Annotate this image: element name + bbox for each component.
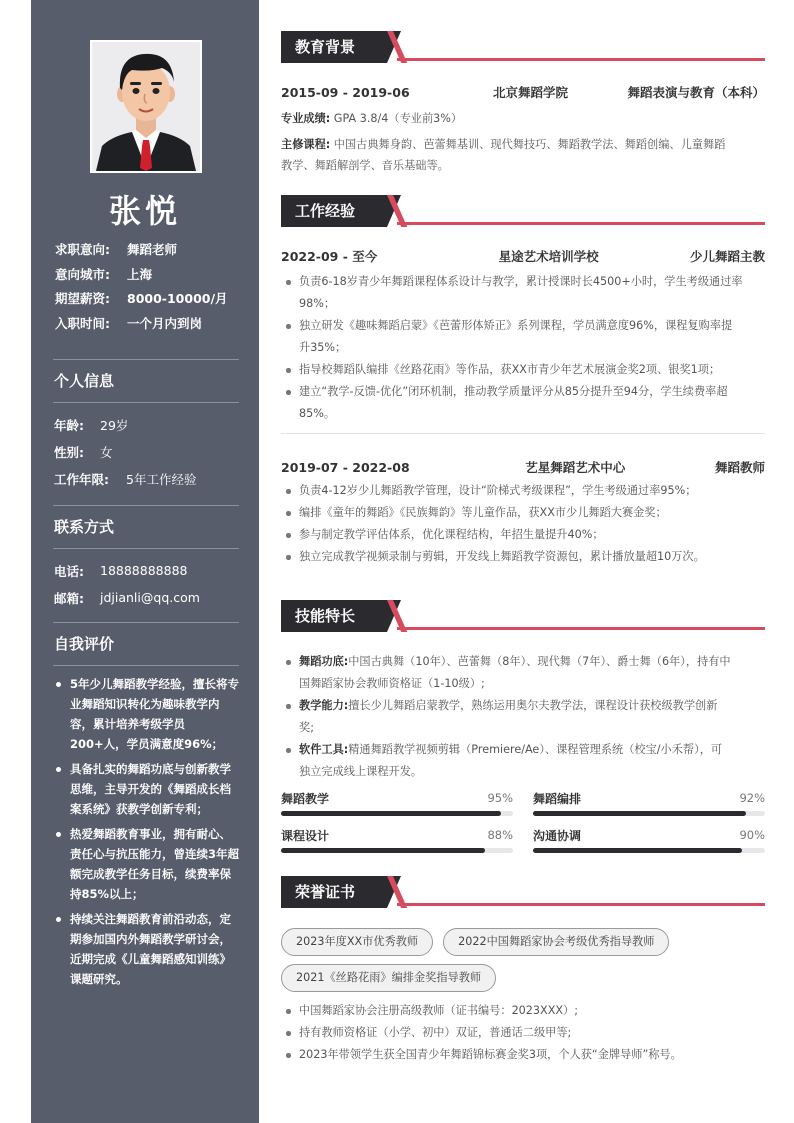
candidate-name: 张悦 — [108, 192, 181, 230]
info-value: 29岁 — [100, 417, 129, 433]
job-period: 2022-09 - 至今 — [281, 249, 378, 264]
skill-percent: 88% — [487, 828, 513, 842]
education-header — [281, 31, 765, 63]
self-evaluation-section — [53, 622, 239, 994]
list-item — [281, 480, 765, 502]
avatar — [90, 40, 202, 173]
intent-value: 上海 — [127, 266, 153, 282]
skill-label: 教学能力: — [299, 699, 349, 712]
honor-badge: 2021《丝路花雨》编排金奖指导教师 — [281, 964, 496, 992]
list-item — [281, 502, 765, 524]
phone-value: 18888888888 — [100, 563, 188, 578]
duty-text: 参与制定教学评估体系，优化课程结构，年招生量提升40%； — [299, 528, 604, 541]
info-label: 年龄: — [54, 417, 84, 433]
job-block-2 — [281, 457, 765, 568]
skill-text-cont: 国舞蹈家协会教师资格证（1-10级）; — [299, 677, 485, 690]
school-name: 北京舞蹈学院 — [493, 85, 569, 100]
intent-row-position — [55, 237, 245, 262]
honors-block — [281, 928, 765, 1066]
honor-badge: 2022中国舞蹈家协会考级优秀指导教师 — [443, 928, 669, 956]
skills-block — [281, 651, 765, 853]
skill-bar — [281, 826, 513, 853]
skill-percent: 90% — [739, 828, 765, 842]
skill-fill — [533, 811, 746, 816]
work-header — [281, 195, 765, 227]
courses-label: 主修课程: — [281, 138, 331, 151]
list-item — [281, 695, 765, 739]
self-evaluation-list — [53, 674, 239, 989]
list-item — [281, 524, 765, 546]
intent-row-salary — [55, 286, 245, 311]
contact-row-phone — [53, 557, 239, 584]
info-row-age — [53, 411, 239, 438]
intent-row-city — [55, 262, 245, 287]
list-item: 持有教师资格证（小学、初中）双证，普通话二级甲等; — [281, 1022, 765, 1044]
list-item: 持续关注舞蹈教育前沿动态，定期参加国内外舞蹈教学研讨会，近期完成《儿童舞蹈感知训练》课题研究。 — [53, 909, 239, 989]
skill-name: 舞蹈教学 — [281, 791, 330, 806]
duty-text: 独立研发《趣味舞蹈启蒙》《芭蕾形体矫正》系列课程，学员满意度96%，课程复购率提 — [299, 319, 733, 332]
duty-text-cont: 升35%； — [299, 341, 347, 354]
job-duties-list — [281, 271, 765, 425]
job-head — [281, 246, 765, 266]
skill-track — [281, 848, 513, 853]
honors-list — [281, 1000, 765, 1066]
skill-text-cont: 独立完成线上课程开发。 — [299, 765, 423, 778]
duty-text: 负责6-18岁青少年舞蹈课程体系设计与教学，累计授课时长4500+小时，学生考级通过率 — [299, 275, 743, 288]
contact-label: 邮箱: — [54, 590, 84, 606]
list-item: 具备扎实的舞蹈功底与创新教学思维，主导开发的《舞蹈成长档案系统》获教学创新专利； — [53, 759, 239, 819]
portrait-illustration — [92, 42, 200, 171]
skill-bars — [281, 789, 765, 853]
skill-track — [533, 811, 765, 816]
skill-name: 沟通协调 — [533, 828, 582, 843]
education-block — [281, 82, 765, 176]
skill-text-cont: 奖; — [299, 721, 314, 734]
list-item — [281, 271, 765, 315]
company-name: 星途艺术培训学校 — [498, 249, 599, 264]
info-value: 5年工作经验 — [126, 471, 197, 487]
skill-track — [281, 811, 513, 816]
skill-percent: 95% — [487, 791, 513, 805]
info-label: 性别: — [54, 444, 84, 460]
honor-badge: 2023年度XX市优秀教师 — [281, 928, 433, 956]
honors-header — [281, 876, 765, 908]
skills-list — [281, 651, 765, 783]
section-title: 个人信息 — [54, 372, 115, 390]
header-rule — [397, 58, 765, 61]
skill-fill — [281, 811, 501, 816]
skill-fill — [533, 848, 742, 853]
skills-header — [281, 600, 765, 632]
job-block-1 — [281, 246, 765, 434]
list-item: 中国舞蹈家协会注册高级教师（证书编号：2023XXX）; — [281, 1000, 765, 1022]
info-row-gender — [53, 438, 239, 465]
skill-track — [533, 848, 765, 853]
section-title: 教育背景 — [281, 31, 387, 63]
section-divider — [53, 665, 239, 666]
intent-row-start — [55, 311, 245, 336]
header-rule — [397, 222, 765, 225]
duty-text: 负责4-12岁少儿舞蹈教学管理，设计“阶梯式考级课程”，学生考级通过率95%； — [299, 484, 697, 497]
education-period: 2015-09 - 2019-06 — [281, 84, 410, 100]
courses-value: 中国古典舞身韵、芭蕾舞基训、现代舞技巧、舞蹈教学法、舞蹈创编、儿童舞蹈 — [333, 138, 726, 151]
intent-label: 求职意向: — [55, 242, 110, 258]
skill-name: 课程设计 — [281, 828, 330, 843]
section-title: 荣誉证书 — [281, 876, 387, 908]
skill-bar — [533, 789, 765, 816]
job-role: 少儿舞蹈主教 — [689, 249, 765, 264]
list-item — [281, 546, 765, 568]
major-name: 舞蹈表演与教育（本科） — [627, 85, 765, 100]
intent-value: 8000-10000/月 — [127, 291, 228, 307]
list-item: 2023年带领学生获全国青少年舞蹈锦标赛金奖3项，个人获“金牌导师”称号。 — [281, 1044, 765, 1066]
job-duties-list — [281, 480, 765, 568]
contact-label: 电话: — [54, 563, 84, 579]
list-item — [281, 381, 765, 425]
personal-info-section — [53, 359, 239, 492]
intent-label: 意向城市: — [55, 266, 110, 282]
courses-line — [281, 134, 765, 155]
section-title: 工作经验 — [281, 195, 387, 227]
list-item — [281, 739, 765, 783]
skill-text: 精通舞蹈教学视频剪辑（Premiere/Ae）、课程管理系统（校宝/小禾帮），可 — [348, 743, 723, 756]
info-value: 女 — [100, 444, 113, 460]
email-value: jdjianli@qq.com — [100, 590, 200, 605]
section-title: 自我评价 — [54, 635, 115, 653]
section-divider — [53, 548, 239, 549]
intent-value: 一个月内到岗 — [127, 315, 203, 331]
duty-text: 独立完成教学视频录制与剪辑，开发线上舞蹈教学资源包，累计播放量超10万次。 — [299, 550, 705, 563]
job-head — [281, 457, 765, 477]
list-item: 5年少儿舞蹈教学经验，擅长将专业舞蹈知识转化为趣味教学内容，累计培养考级学员200+人，学员满意度96%； — [53, 674, 239, 754]
section-title: 技能特长 — [281, 600, 387, 632]
job-separator — [281, 433, 765, 434]
job-role: 舞蹈教师 — [714, 460, 765, 475]
intent-value: 舞蹈老师 — [127, 242, 178, 258]
list-item: 热爱舞蹈教育事业，拥有耐心、责任心与抗压能力，曾连续3年超额完成教学任务目标，续费率保持85%以上； — [53, 824, 239, 904]
skill-name: 舞蹈编排 — [533, 791, 582, 806]
sidebar — [31, 0, 259, 1123]
intent-label: 期望薪资: — [55, 291, 110, 307]
contact-row-email — [53, 584, 239, 611]
intent-label: 入职时间: — [55, 315, 110, 331]
job-intent-list — [55, 237, 245, 335]
duty-text-cont: 98%； — [299, 297, 336, 310]
gpa-value: GPA 3.8/4（专业前3%） — [333, 112, 463, 125]
info-row-years — [53, 465, 239, 492]
skill-percent: 92% — [739, 791, 765, 805]
skill-text: 擅长少儿舞蹈启蒙教学，熟练运用奥尔夫教学法，课程设计获校级教学创新 — [348, 699, 718, 712]
skill-text: 中国古典舞（10年）、芭蕾舞（8年）、现代舞（7年）、爵士舞（6年），持有中 — [348, 655, 731, 668]
skill-bar — [533, 826, 765, 853]
skill-fill — [281, 848, 485, 853]
list-item — [281, 651, 765, 695]
duty-text: 建立“教学-反馈-优化”闭环机制，推动教学质量评分从85分提升至94分，学生续费率超 — [299, 385, 728, 398]
honor-badges — [281, 928, 765, 992]
list-item — [281, 315, 765, 359]
header-rule — [397, 903, 765, 906]
skill-label: 舞蹈功底: — [299, 655, 349, 668]
duty-text: 指导校舞蹈队编排《丝路花雨》等作品，获XX市青少年艺术展演金奖2项、银奖1项； — [299, 363, 721, 376]
skill-bar — [281, 789, 513, 816]
header-rule — [397, 627, 765, 630]
list-item — [281, 359, 765, 381]
gpa-line — [281, 108, 765, 129]
duty-text: 编排《童年的舞蹈》《民族舞韵》等儿童作品，获XX市少儿舞蹈大赛金奖； — [299, 506, 667, 519]
company-name: 艺星舞蹈艺术中心 — [525, 460, 626, 475]
job-period: 2019-07 - 2022-08 — [281, 459, 410, 475]
section-title: 联系方式 — [54, 518, 115, 536]
section-divider — [53, 402, 239, 403]
duty-text-cont: 85%。 — [299, 407, 336, 420]
skill-label: 软件工具: — [299, 743, 349, 756]
gpa-label: 专业成绩: — [281, 112, 331, 125]
contact-section — [53, 505, 239, 611]
info-label: 工作年限: — [54, 471, 109, 487]
courses-line-continued: 教学、舞蹈解剖学、音乐基础等。 — [281, 159, 449, 172]
education-head — [281, 82, 765, 102]
